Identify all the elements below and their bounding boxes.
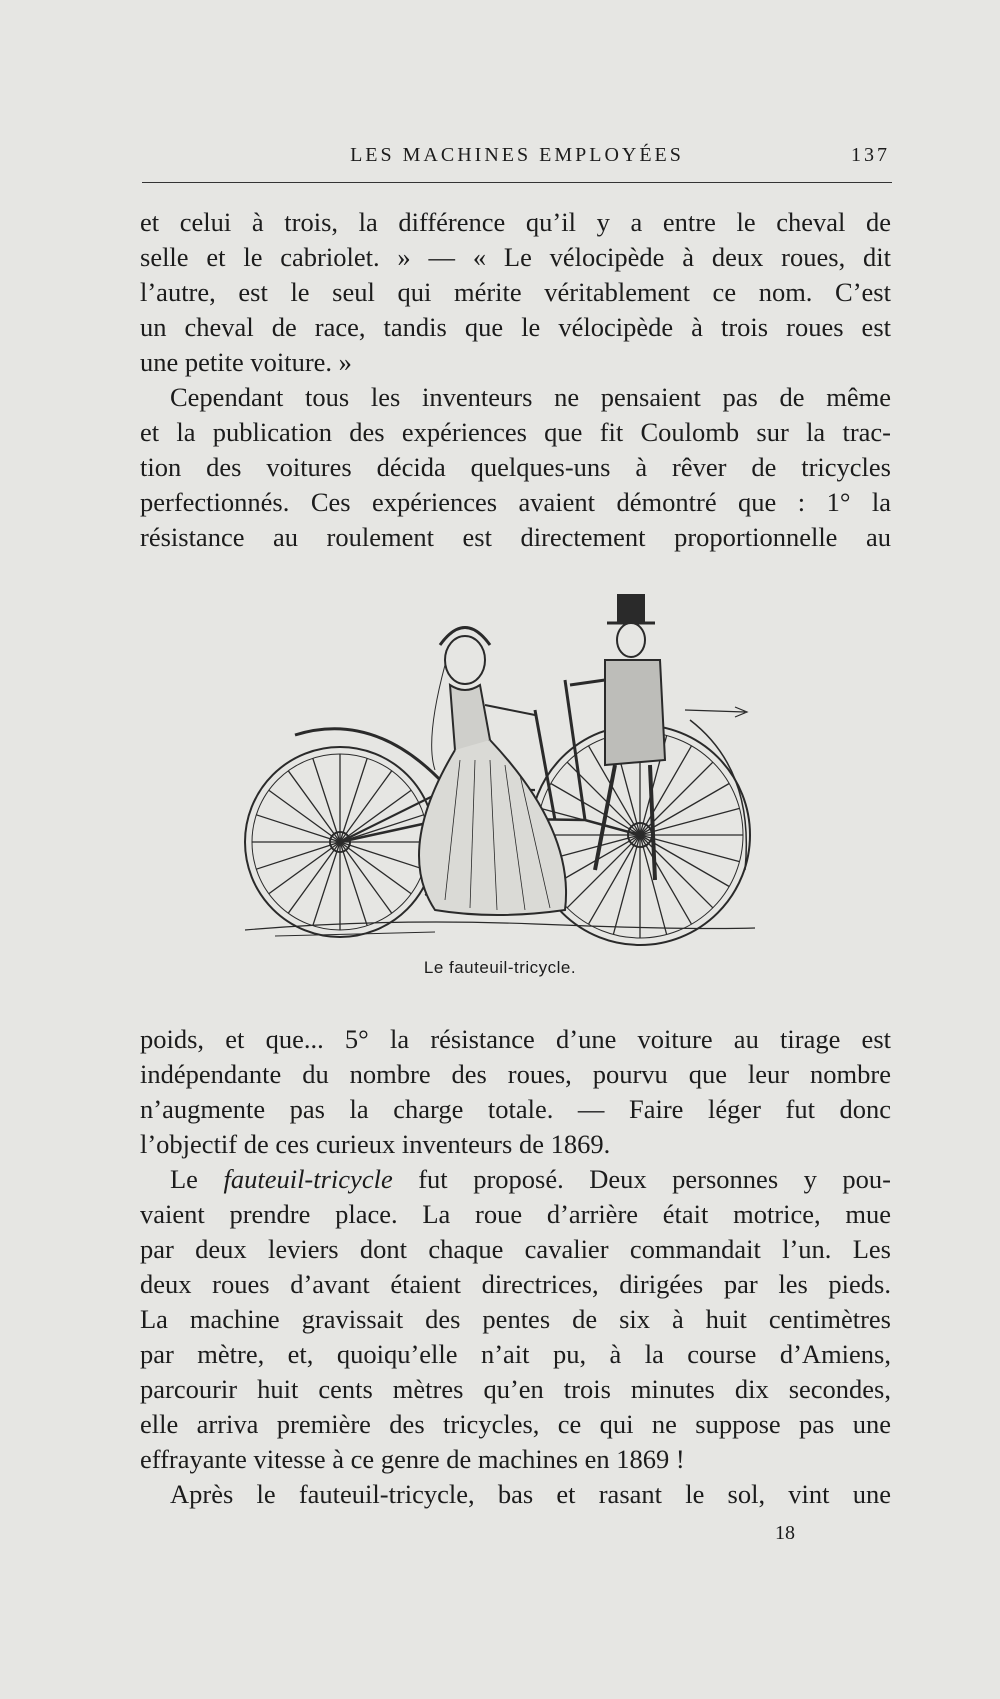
text-line: perfectionnés. Ces expériences avaient démontré que : 1° la bbox=[140, 487, 891, 517]
text-line: une petite voiture. » bbox=[140, 347, 352, 377]
text-line: deux roues d’avant étaient directrices, dirigées par les pieds. bbox=[140, 1269, 891, 1299]
text-line: et celui à trois, la différence qu’il y a entre le cheval de bbox=[140, 207, 891, 237]
text-line: et la publication des expériences que fit Coulomb sur la trac- bbox=[140, 417, 891, 447]
text-line: par deux leviers dont chaque cavalier commandait l’un. Les bbox=[140, 1234, 891, 1264]
text-line-italic bbox=[140, 1162, 891, 1197]
text-line: La machine gravissait des pentes de six à huit centimètres bbox=[140, 1304, 891, 1334]
text-line: elle arriva première des tricycles, ce qui ne suppose pas une bbox=[140, 1409, 891, 1439]
text-line: tion des voitures décida quelques-uns à rêver de tricycles bbox=[140, 452, 891, 482]
text-fragment: Le bbox=[170, 1164, 224, 1194]
italic-term: fauteuil-tricycle bbox=[223, 1164, 393, 1194]
text-line: Cependant tous les inventeurs ne pensaient pas de même bbox=[170, 382, 891, 412]
text-line: vaient prendre place. La roue d’arrière était motrice, mue bbox=[140, 1199, 891, 1229]
page-header bbox=[142, 142, 892, 183]
page-number: 137 bbox=[851, 144, 890, 166]
bottom-paragraphs bbox=[140, 1022, 891, 1512]
running-head: LES MACHINES EMPLOYÉES bbox=[350, 144, 684, 166]
top-paragraphs bbox=[140, 205, 891, 555]
text-line: n’augmente pas la charge totale. — Faire léger fut donc bbox=[140, 1094, 891, 1124]
text-line: Après le fauteuil-tricycle, bas et rasant le sol, vint une bbox=[170, 1479, 891, 1509]
text-line: résistance au roulement est directement proportionnelle au bbox=[140, 522, 891, 552]
signature-mark: 18 bbox=[775, 1522, 795, 1544]
text-line: effrayante vitesse à ce genre de machines en 1869 ! bbox=[140, 1444, 685, 1474]
text-line: poids, et que... 5° la résistance d’une voiture au tirage est bbox=[140, 1024, 891, 1054]
text-line: l’autre, est le seul qui mérite véritablement ce nom. C’est bbox=[140, 277, 891, 307]
text-fragment: fut proposé. Deux personnes y pou- bbox=[392, 1164, 891, 1194]
text-line: par mètre, et, quoiqu’elle n’ait pu, à la course d’Amiens, bbox=[140, 1339, 891, 1369]
text-line: parcourir huit cents mètres qu’en trois minutes dix secondes, bbox=[140, 1374, 891, 1404]
text-line: selle et le cabriolet. » — « Le vélocipède à deux roues, dit bbox=[140, 242, 891, 272]
text-line: l’objectif de ces curieux inventeurs de 1869. bbox=[140, 1129, 611, 1159]
figure-caption: Le fauteuil-tricycle. bbox=[423, 958, 577, 977]
text-line: indépendante du nombre des roues, pourvu que leur nombre bbox=[140, 1059, 891, 1089]
fauteuil-tricycle-illustration bbox=[235, 590, 785, 950]
text-line: un cheval de race, tandis que le vélocipède à trois roues est bbox=[140, 312, 891, 342]
